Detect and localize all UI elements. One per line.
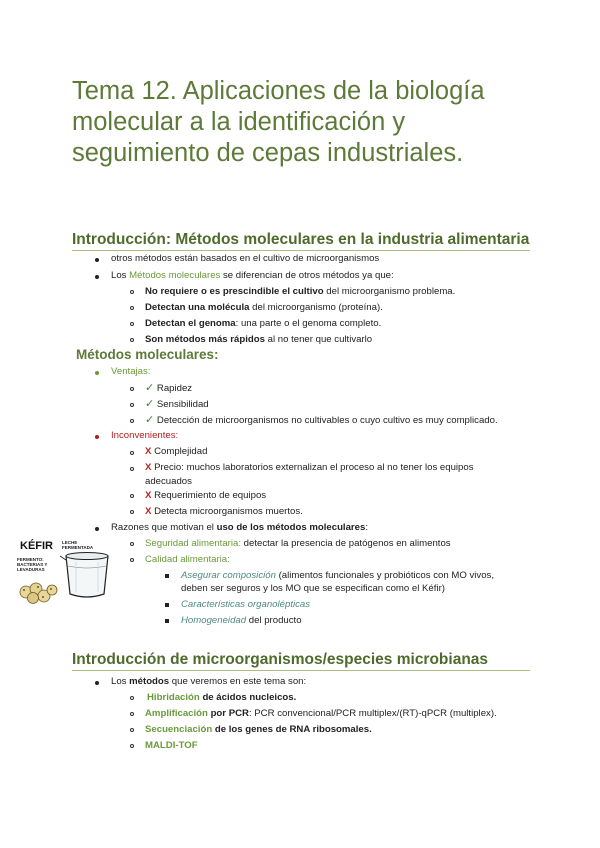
text: Los — [111, 676, 130, 687]
text-bold: No requiere o es prescindible el cultivo — [145, 286, 324, 297]
bullet-dot — [95, 681, 99, 685]
text-bold: Detectan el genoma — [145, 318, 236, 329]
x-icon: X — [145, 446, 152, 457]
text: se diferencian de otros métodos ya que: — [220, 270, 394, 281]
list-item — [145, 334, 372, 346]
bullet-ring — [130, 494, 134, 498]
list-item-continuation: adecuados — [145, 476, 192, 487]
text-italic: Homogeneidad — [181, 615, 247, 626]
bullet-ring — [130, 467, 134, 471]
bullet-ring — [130, 712, 134, 716]
text: Requerimiento de equipos — [154, 490, 267, 501]
list-item — [111, 676, 306, 688]
text-bold: Hibridación — [147, 692, 200, 703]
text-bold: de ácidos nucleicos. — [199, 692, 297, 703]
text: : — [365, 522, 369, 533]
inconvenientes-label: Inconvenientes: — [111, 430, 179, 441]
kefir-side-label: FERMENTO: BACTERIAS Y LEVADURAS — [17, 557, 48, 572]
list-item — [181, 615, 302, 627]
kefir-illustration — [16, 540, 116, 605]
bullet-ring — [130, 510, 134, 514]
page-title: Tema 12. Aplicaciones de la biología molecular a la identificación y seguimiento de cepas industriales. — [72, 77, 485, 167]
list-item — [181, 599, 310, 611]
text-bold: de los genes de RNA ribosomales. — [212, 724, 372, 735]
link-metodos-moleculares: Métodos moleculares — [129, 270, 221, 281]
heading-rest: Métodos moleculares en la industria alimentaria — [171, 231, 530, 248]
list-item — [145, 318, 381, 330]
text-bold: métodos — [129, 676, 170, 687]
list-item — [145, 446, 207, 458]
x-icon: X — [145, 462, 152, 473]
bullet-dot — [95, 435, 99, 439]
section-heading-microorganismos: Introducción de microorganismos/especies microbianas — [72, 650, 530, 671]
text-bold: uso de los métodos moleculares — [216, 522, 366, 533]
text: (alimentos funcionales y probióticos con MO vivos, — [275, 570, 495, 581]
check-icon: ✓ — [145, 382, 155, 394]
bullet-dot — [95, 527, 99, 531]
check-icon: ✓ — [145, 414, 155, 426]
check-icon: ✓ — [145, 398, 155, 410]
bullet-ring — [130, 558, 134, 562]
bullet-ring — [130, 387, 134, 391]
text: : una parte o el genoma completo. — [235, 318, 382, 329]
text: Detecta microorganismos muertos. — [154, 506, 303, 517]
text: al no tener que cultivarlo — [264, 334, 373, 345]
bullet-dot — [95, 258, 99, 262]
text: que veremos en este tema son: — [169, 676, 307, 687]
list-item — [145, 708, 497, 720]
section-heading-introduccion — [72, 230, 530, 251]
bullet-square — [165, 603, 169, 607]
text: Precio: muchos laboratorios externalizan el proceso al no tener los equipos — [154, 462, 474, 473]
text-bold: por PCR — [207, 708, 249, 719]
bullet-square — [165, 619, 169, 623]
list-item — [145, 302, 383, 314]
bullet-ring — [130, 451, 134, 455]
text: del microorganismo (proteína). — [249, 302, 383, 313]
calidad-label: Calidad alimentaria: — [145, 554, 230, 565]
bullet-ring — [130, 419, 134, 423]
section-heading-metodos: Métodos moleculares: — [76, 347, 219, 362]
bullet-ring — [130, 744, 134, 748]
list-item — [145, 490, 266, 502]
list-item — [145, 414, 498, 427]
list-item — [145, 462, 474, 474]
text: del microorganismo problema. — [323, 286, 456, 297]
bullet-ring — [130, 696, 134, 700]
x-icon: X — [145, 490, 152, 501]
bullet-ring — [130, 403, 134, 407]
text: Complejidad — [154, 446, 208, 457]
x-icon: X — [145, 506, 152, 517]
list-item — [181, 570, 494, 582]
list-item — [145, 538, 451, 550]
list-item — [145, 398, 209, 411]
text-bold: Amplificación — [145, 708, 208, 719]
text-bold: MALDI-TOF — [145, 740, 198, 751]
text-bold: Detectan una molécula — [145, 302, 250, 313]
heading-bold: Introducción: — [72, 231, 172, 248]
list-item — [145, 740, 198, 752]
bullet-dot — [95, 275, 99, 279]
text: detectar la presencia de patógenos en alimentos — [241, 538, 451, 549]
text: Sensibilidad — [156, 399, 209, 410]
seguridad-label: Seguridad alimentaria: — [145, 538, 241, 549]
bullet-ring — [130, 290, 134, 294]
kefir-top-label: LECHE FERMENTADA — [62, 540, 94, 550]
text: : PCR convencional/PCR multiplex/(RT)-qPCR (multiplex). — [248, 708, 497, 719]
list-item — [145, 506, 303, 518]
bullet-ring — [130, 338, 134, 342]
list-item-continuation: deben ser seguros y los MO que se especifican como el Kéfir) — [181, 583, 445, 594]
list-item — [145, 724, 372, 736]
list-item — [111, 270, 394, 282]
list-item — [145, 286, 455, 298]
list-item — [145, 382, 192, 395]
text-bold: Son métodos más rápidos — [145, 334, 265, 345]
text-bold: Secuenciación — [145, 724, 213, 735]
text: Detección de microorganismos no cultivables o cuyo cultivo es muy complicado. — [156, 415, 498, 426]
bullet-ring — [130, 322, 134, 326]
bullet-ring — [130, 728, 134, 732]
kefir-drawing — [16, 540, 116, 605]
list-item: otros métodos están basados en el cultivo de microorganismos — [111, 253, 380, 264]
text: del producto — [246, 615, 302, 626]
bullet-square — [165, 574, 169, 578]
text-italic: Asegurar composición — [181, 570, 276, 581]
ventajas-label: Ventajas: — [111, 366, 151, 377]
text: Los — [111, 270, 130, 281]
text-italic: Características organolépticas — [181, 599, 311, 610]
text: Rapidez — [156, 383, 193, 394]
list-item — [111, 522, 368, 534]
bullet-ring — [130, 306, 134, 310]
kefir-title: KÉFIR — [20, 540, 53, 552]
bullet-ring — [130, 542, 134, 546]
text: Razones que motivan el — [111, 522, 217, 533]
list-item — [147, 692, 296, 704]
bullet-dot — [95, 371, 99, 375]
